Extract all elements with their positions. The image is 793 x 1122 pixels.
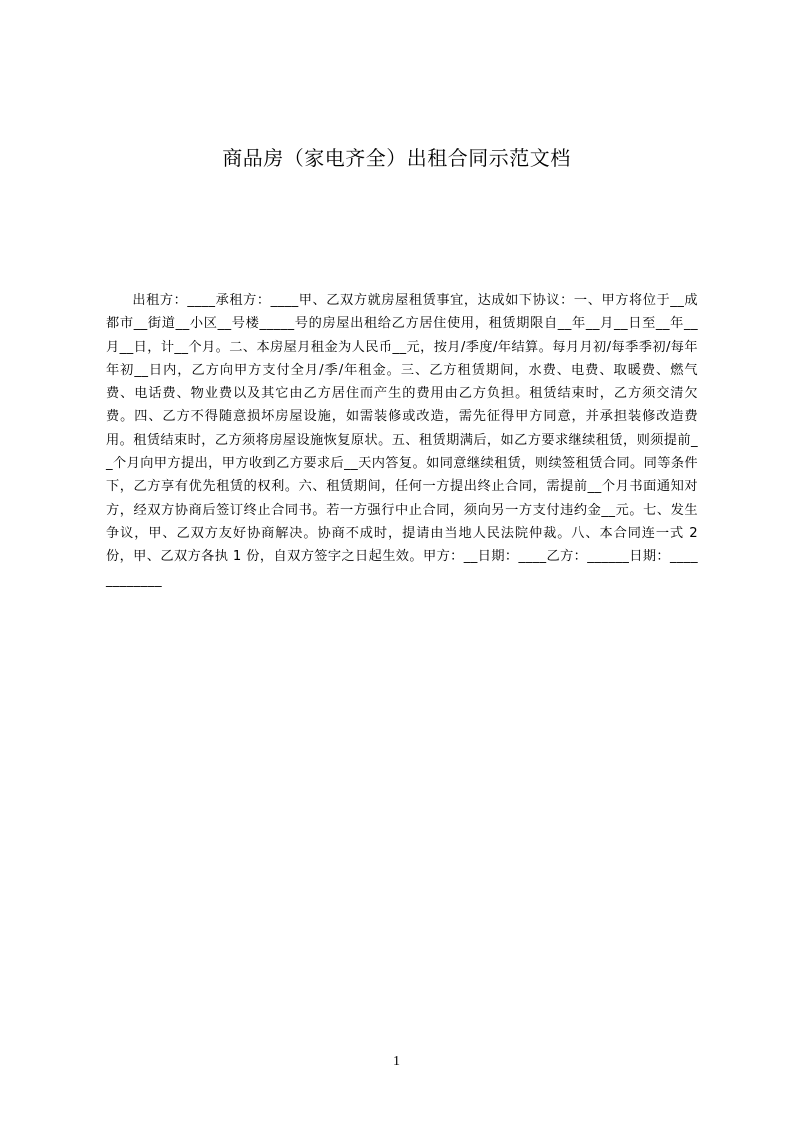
document-title: 商品房（家电齐全）出租合同示范文档 (222, 146, 571, 170)
page-number: 1 (393, 1054, 400, 1069)
contract-body: 出租方：____承租方：____甲、乙双方就房屋租赁事宜，达成如下协议：一、甲方将位于__成都市__街道__小区__号楼_____号的房屋出租给乙方居住使用，租赁期限自__年__月__日至__年__月__日，计__个月。二、本房屋月租金为人民币__元，按月/季度/年结算。每月月初/每季季初/每年年初__日内，乙方向甲方支付全月/季/年租金。三、乙方租赁期间，水费、电费、取暖费、燃气费、电话费、物业费以及其它由乙方居住而产生的费用由乙方负担。租赁结束时，乙方须交清欠费。四、乙方不得随意损坏房屋设施，如需装修或改造，需先征得甲方同意，并承担装修改造费用。租赁结束时，乙方须将房屋设施恢复原状。五、租赁期满后，如乙方要求继续租赁，则须提前__个月向甲方提出，甲方收到乙方要求后__天内答复。如同意继续租赁，则续签租赁合同。同等条件下，乙方享有优先租赁的权利。六、租赁期间，任何一方提出终止合同，需提前__个月书面通知对方，经双方协商后签订终止合同书。若一方强行中止合同，须向另一方支付违约金__元。七、发生争议，甲、乙双方友好协商解决。协商不成时，提请由当地人民法院仲裁。八、本合同连一式 2 份，甲、乙双方各执 1 份，自双方签字之日起生效。甲方：__日期：____乙方：______日期：____________ (106, 293, 698, 588)
